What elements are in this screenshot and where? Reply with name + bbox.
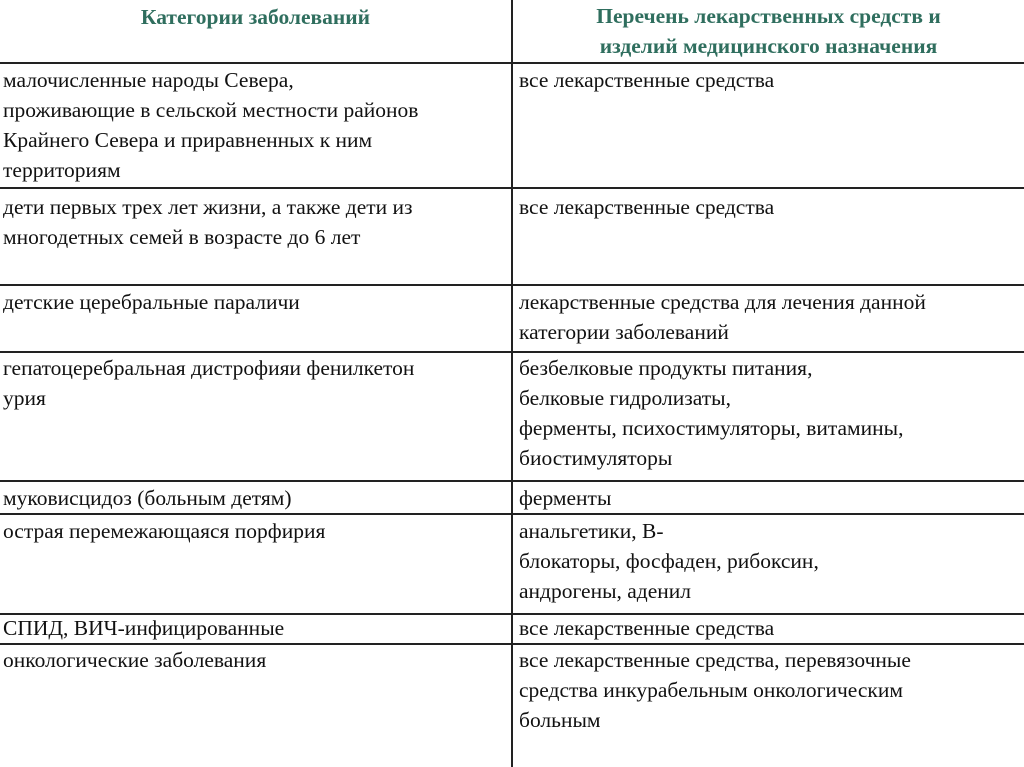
row-2-category: дети первых трех лет жизни, а также дети из многодетных семей в возрасте до 6 лет	[3, 195, 413, 249]
header-medicines	[513, 0, 1024, 62]
column-divider	[511, 0, 513, 767]
header-category	[0, 0, 511, 62]
row-1-category: малочисленные народы Севера, проживающие в сельской местности районов Крайнего Севера и приравненных к ним территориям	[3, 68, 419, 182]
row-2-medicines: все лекарственные средства	[519, 195, 775, 219]
row-3-medicines: лекарственные средства для лечения данной категории заболеваний	[519, 290, 926, 344]
row-divider	[0, 187, 1024, 189]
row-7-medicines: все лекарственные средства	[519, 616, 775, 640]
row-divider	[0, 62, 1024, 64]
row-5-medicines: ферменты	[519, 486, 612, 510]
header-medicines-text: Перечень лекарственных средств и изделий медицинского назначения	[596, 4, 941, 58]
row-8-category: онкологические заболевания	[3, 648, 267, 672]
row-8-medicines: все лекарственные средства, перевязочные средства инкурабельным онкологическим больным	[519, 648, 911, 732]
row-6-category: острая перемежающаяся порфирия	[3, 519, 326, 543]
row-6-medicines: анальгетики, В- блокаторы, фосфаден, рибоксин, андрогены, аденил	[519, 519, 819, 603]
row-5-category: муковисцидоз (больным детям)	[3, 486, 292, 510]
row-7-category: СПИД, ВИЧ-инфицированные	[3, 616, 285, 640]
row-divider	[0, 513, 1024, 515]
row-4-medicines: безбелковые продукты питания, белковые гидролизаты, ферменты, психостимуляторы, витамины, биостимуляторы	[519, 356, 904, 470]
row-divider	[0, 284, 1024, 286]
header-category-text: Категории заболеваний	[140, 5, 371, 29]
row-1-medicines: все лекарственные средства	[519, 68, 775, 92]
row-3-category: детские церебральные параличи	[3, 290, 300, 314]
row-divider	[0, 480, 1024, 482]
row-4-category: гепатоцеребральная дистрофияи фенилкетон урия	[3, 356, 415, 410]
